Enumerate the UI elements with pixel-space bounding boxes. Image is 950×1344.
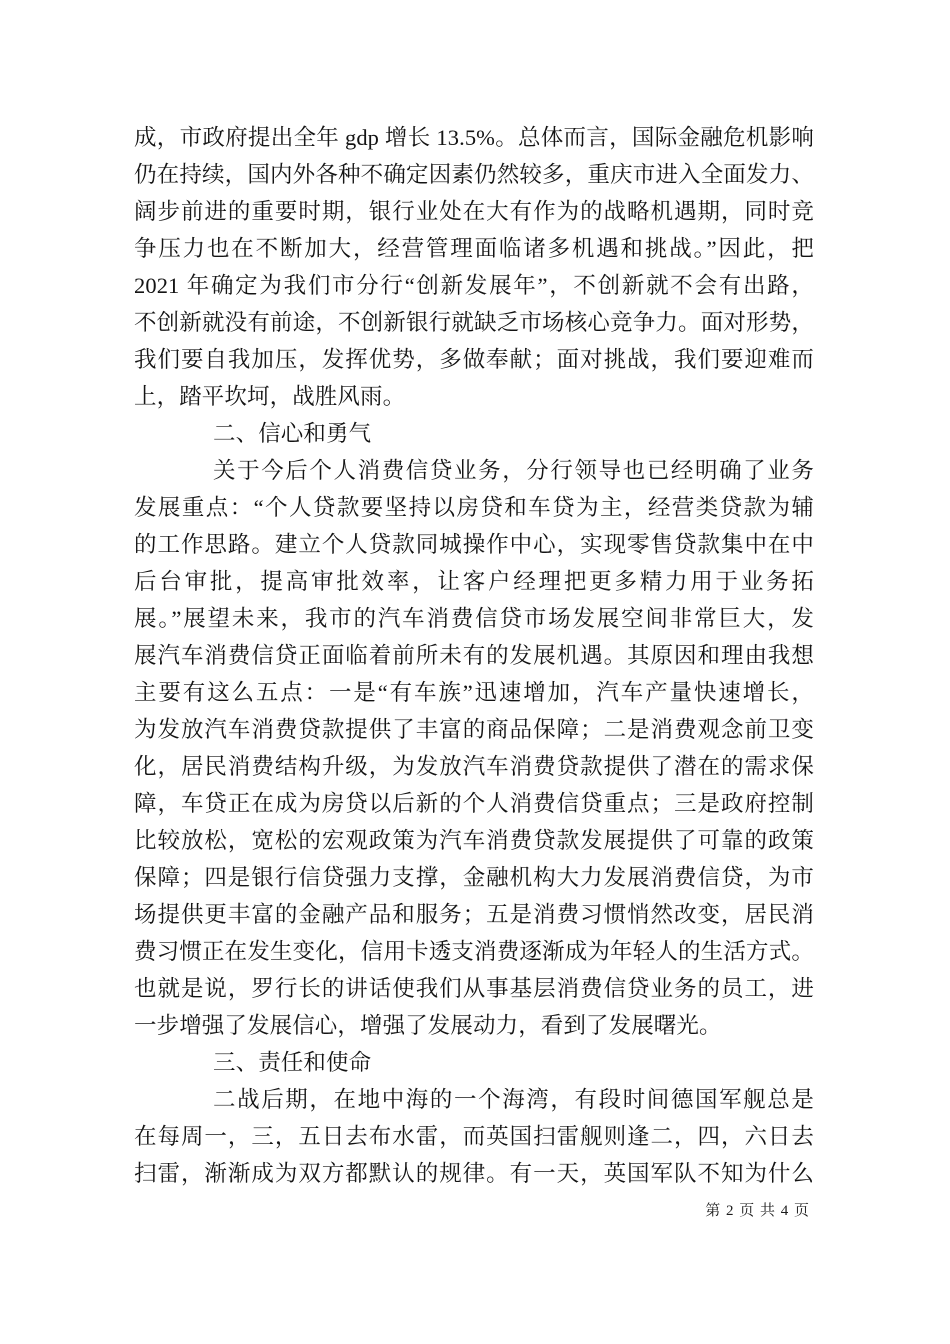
text-line: 上，踏平坎坷，战胜风雨。 — [134, 384, 406, 409]
text-line: 展。”展望未来，我市的汽车消费信贷市场发展空间非常巨大，发 — [134, 606, 814, 631]
text-line: 保障；四是银行信贷强力支撑，金融机构大力发展消费信贷，为市 — [134, 865, 814, 890]
text-line: 2021 年确定为我们市分行“创新发展年”，不创新就不会有出路， — [134, 273, 814, 298]
text-line: 发展重点：“个人贷款要坚持以房贷和车贷为主，经营类贷款为辅 — [134, 495, 814, 520]
text-line: 主要有这么五点：一是“有车族”迅速增加，汽车产量快速增长， — [134, 680, 814, 705]
text-line: 二战后期，在地中海的一个海湾，有段时间德国军舰总是 — [213, 1087, 814, 1112]
text-line: 场提供更丰富的金融产品和服务；五是消费习惯悄然改变，居民消 — [134, 902, 814, 927]
text-line: 的工作思路。建立个人贷款同城操作中心，实现零售贷款集中在中 — [134, 532, 814, 557]
section-heading: 二、信心和勇气 — [213, 421, 372, 446]
text-line: 在每周一，三，五日去布水雷，而英国扫雷舰则逢二，四，六日去 — [134, 1124, 814, 1149]
text-line: 扫雷，渐渐成为双方都默认的规律。有一天，英国军队不知为什么 — [134, 1161, 814, 1186]
text-line: 费习惯正在发生变化，信用卡透支消费逐渐成为年轻人的生活方式。 — [134, 939, 814, 964]
text-line: 争压力也在不断加大，经营管理面临诸多机遇和挑战。”因此，把 — [134, 236, 814, 261]
text-line: 障，车贷正在成为房贷以后新的个人消费信贷重点；三是政府控制 — [134, 791, 814, 816]
text-line: 化，居民消费结构升级，为发放汽车消费贷款提供了潜在的需求保 — [134, 754, 814, 779]
text-line: 为发放汽车消费贷款提供了丰富的商品保障；二是消费观念前卫变 — [134, 717, 814, 742]
text-line: 仍在持续，国内外各种不确定因素仍然较多，重庆市进入全面发力、 — [134, 162, 814, 187]
text-line: 展汽车消费信贷正面临着前所未有的发展机遇。其原因和理由我想 — [134, 643, 814, 668]
text-line: 成，市政府提出全年 gdp 增长 13.5%。总体而言，国际金融危机影响 — [134, 125, 814, 150]
text-line: 不创新就没有前途，不创新银行就缺乏市场核心竞争力。面对形势， — [134, 310, 814, 335]
text-line: 比较放松，宽松的宏观政策为汽车消费贷款发展提供了可靠的政策 — [134, 828, 814, 853]
section-heading: 三、责任和使命 — [213, 1050, 372, 1075]
text-body — [134, 119, 814, 1192]
text-line: 我们要自我加压，发挥优势，多做奉献；面对挑战，我们要迎难而 — [134, 347, 814, 372]
page-number: 第 2 页 共 4 页 — [705, 1203, 810, 1219]
text-line: 也就是说，罗行长的讲话使我们从事基层消费信贷业务的员工，进 — [134, 976, 814, 1001]
text-line: 后台审批，提高审批效率，让客户经理把更多精力用于业务拓 — [134, 569, 814, 594]
text-line: 阔步前进的重要时期，银行业处在大有作为的战略机遇期，同时竞 — [134, 199, 814, 224]
text-line: 一步增强了发展信心，增强了发展动力，看到了发展曙光。 — [134, 1013, 722, 1038]
text-line: 关于今后个人消费信贷业务，分行领导也已经明确了业务 — [213, 458, 814, 483]
